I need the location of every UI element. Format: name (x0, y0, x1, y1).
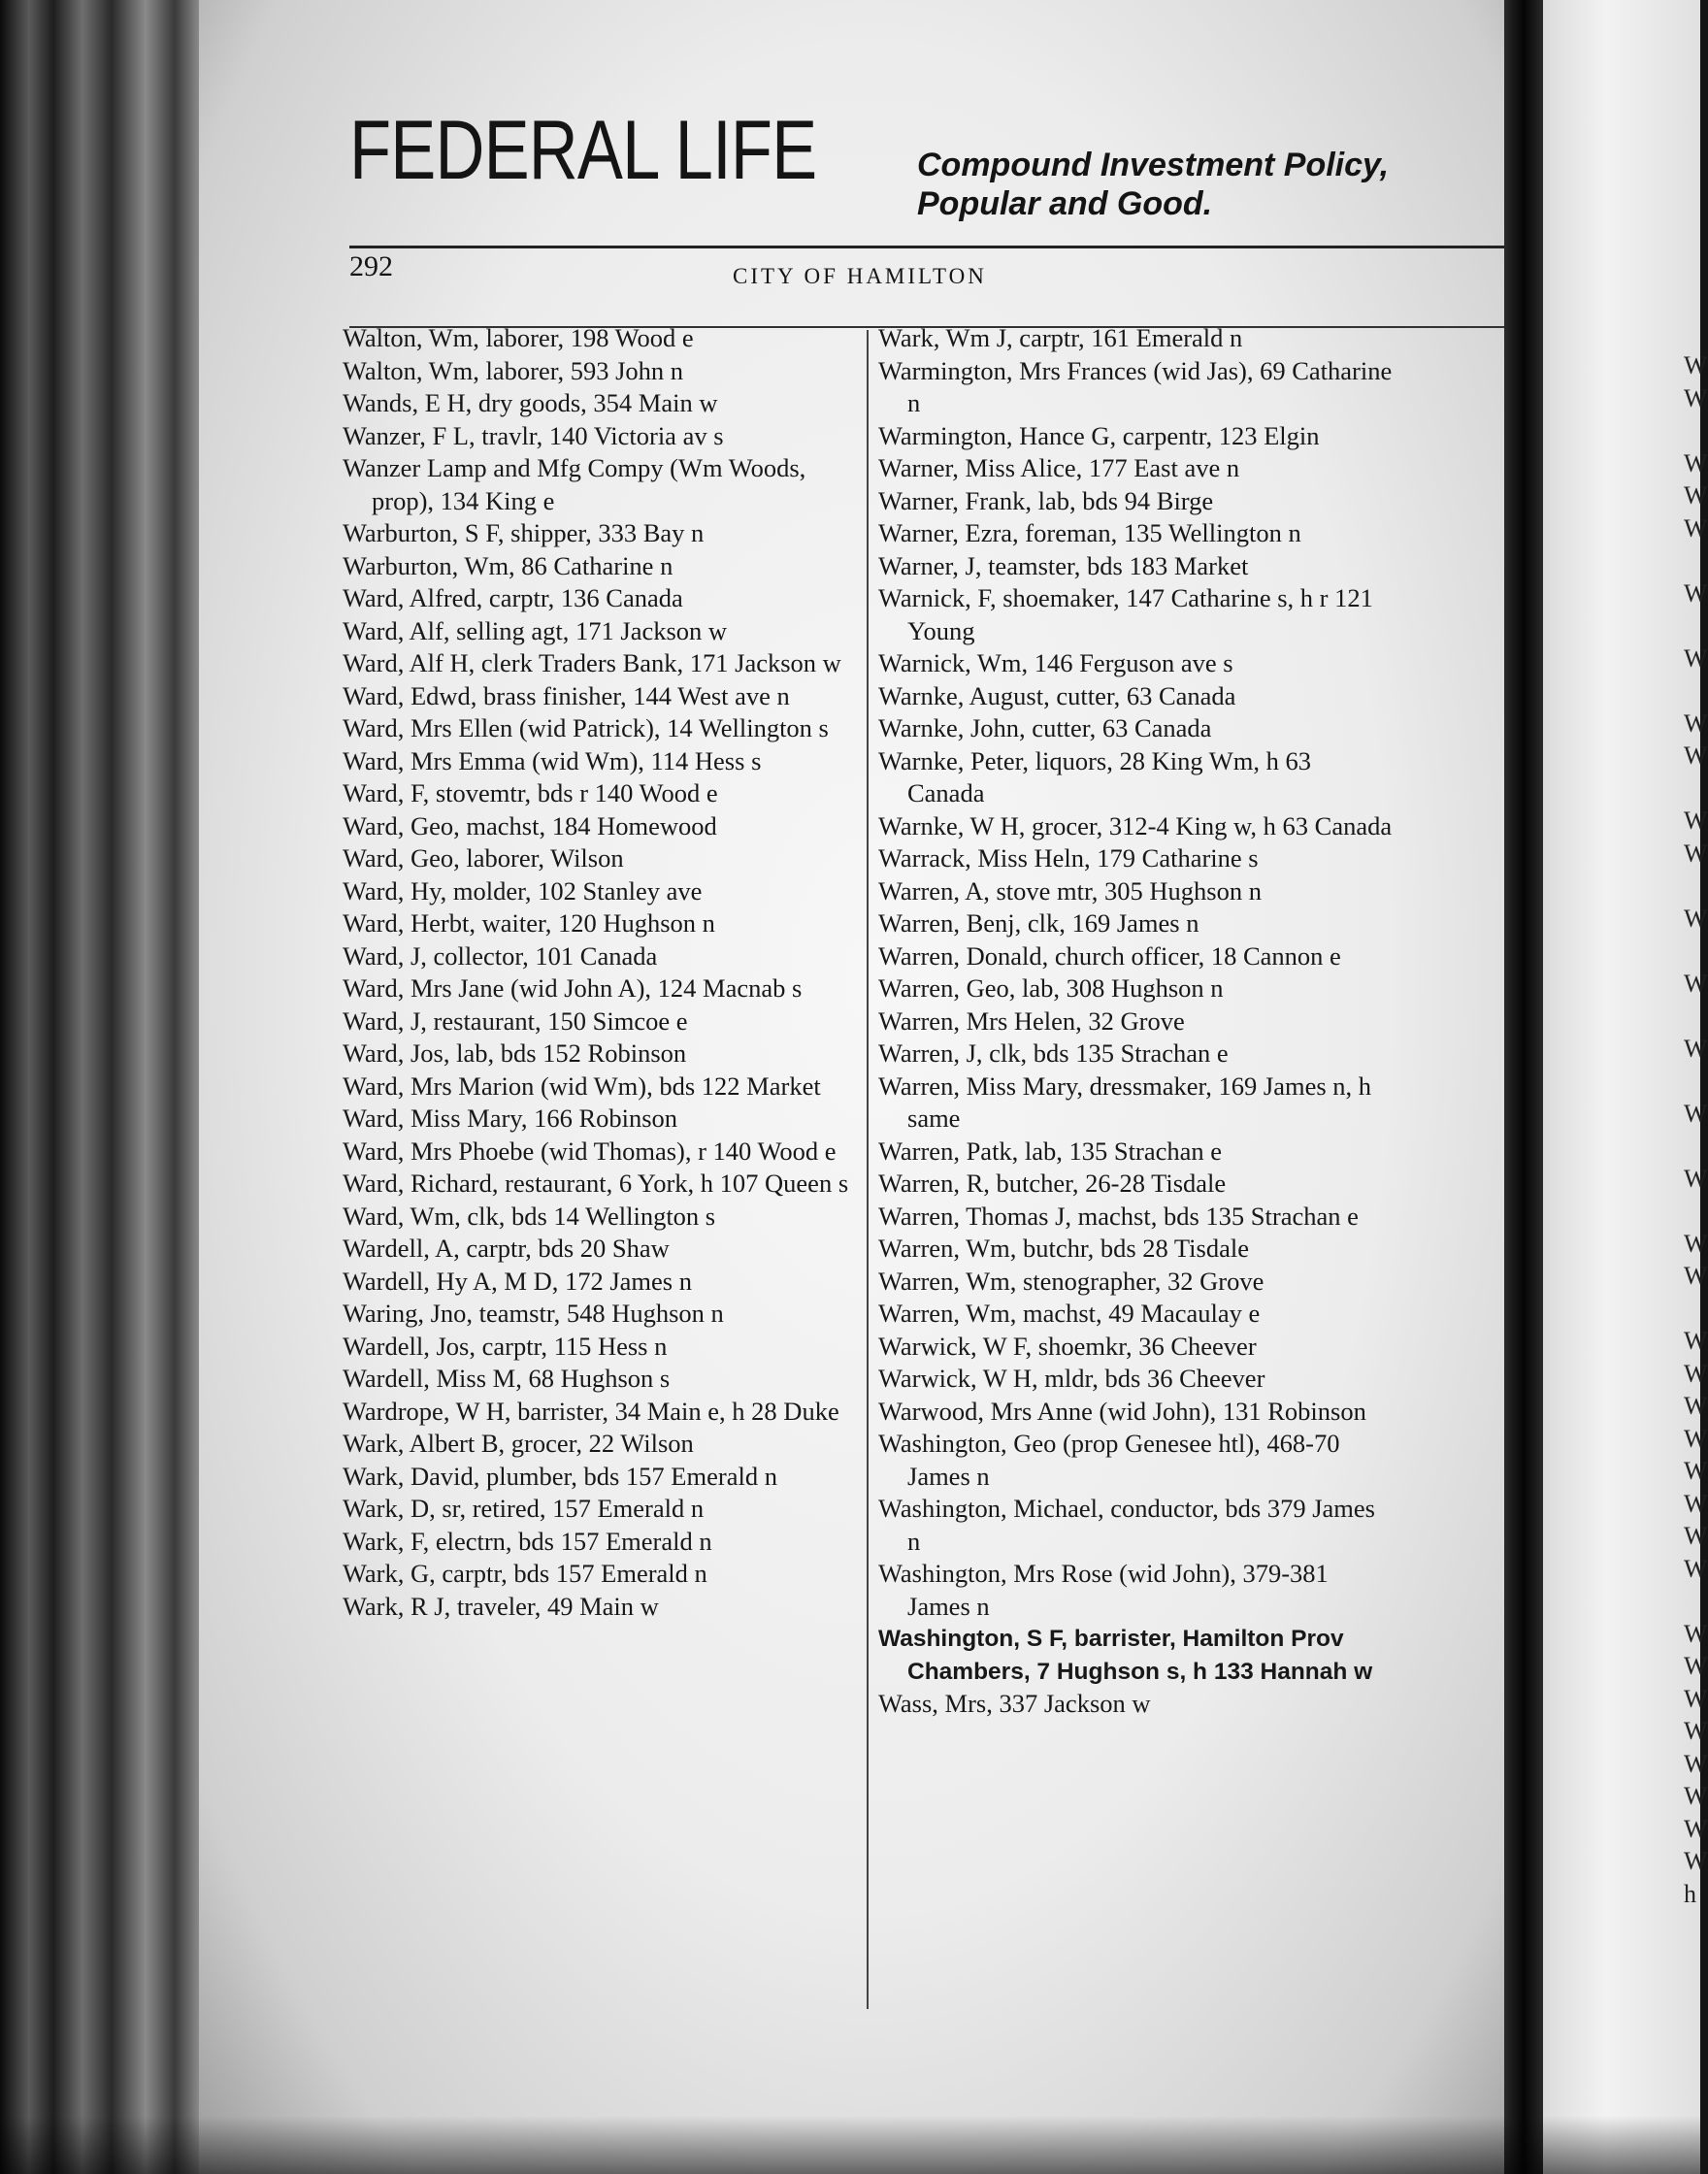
next-page-letter: W (1684, 1847, 1708, 1875)
next-page-letter: W (1684, 1392, 1708, 1420)
directory-entry: Ward, Richard, restaurant, 6 York, h 107 Queen s (343, 1169, 849, 1198)
next-page-letters (1684, 349, 1708, 1910)
directory-entry: Wark, F, electrn, bds 157 Emerald n (343, 1526, 712, 1556)
directory-entry: Washington, Michael, conductor, bds 379 James n (878, 1494, 1375, 1556)
next-page-letter: W (1684, 1782, 1708, 1810)
next-page-letter (1684, 1000, 1703, 1033)
next-page-letter: W (1684, 383, 1708, 412)
next-page-letter: W (1684, 448, 1708, 478)
directory-entry: Walton, Wm, laborer, 198 Wood e (343, 323, 694, 352)
directory-entry: Wark, D, sr, retired, 157 Emerald n (343, 1494, 705, 1523)
next-page-letter (1684, 870, 1703, 903)
next-page-letter: W (1684, 513, 1708, 543)
directory-entry: Warren, R, butcher, 26-28 Tisdale (878, 1169, 1227, 1198)
next-page-letter: W (1684, 643, 1708, 673)
next-page-letter (1684, 1585, 1703, 1618)
next-page-letter (1684, 1195, 1703, 1228)
directory-entry: Ward, Geo, machst, 184 Homewood (343, 810, 717, 840)
directory-entry: Ward, Mrs Phoebe (wid Thomas), r 140 Wood e (343, 1136, 837, 1166)
directory-entry: Ward, Alf H, clerk Traders Bank, 171 Jackson w (343, 648, 841, 677)
next-page-letter (1684, 1130, 1703, 1163)
directory-entry: Washington, Geo (prop Genesee htl), 468-70 James n (878, 1429, 1340, 1491)
directory-entry: Warren, Benj, clk, 169 James n (878, 908, 1199, 938)
next-page-letter: W (1684, 1099, 1708, 1128)
directory-entry: Ward, Alfred, carptr, 136 Canada (343, 583, 683, 612)
next-page-letter: W (1684, 1684, 1708, 1713)
next-page-letter: W (1684, 1717, 1708, 1745)
directory-entry: Warren, Mrs Helen, 32 Grove (878, 1005, 1185, 1036)
directory-entry: Warrack, Miss Heln, 179 Catharine s (878, 843, 1259, 873)
directory-entry: Warwick, W H, mldr, bds 36 Cheever (878, 1364, 1265, 1393)
directory-entry: Wanzer Lamp and Mfg Compy (Wm Woods, prop), 134 King e (343, 453, 806, 515)
bottom-shadow (0, 2116, 1700, 2174)
directory-entry: Warnke, John, cutter, 63 Canada (878, 713, 1212, 742)
next-page-letter (1684, 675, 1703, 708)
directory-entry: Warren, Thomas J, machst, bds 135 Strachan e (878, 1201, 1359, 1231)
directory-entry: Ward, Jos, lab, bds 152 Robinson (343, 1038, 687, 1068)
directory-entry: Warren, Wm, stenographer, 32 Grove (878, 1266, 1265, 1296)
directory-entry: Wark, G, carptr, bds 157 Emerald n (343, 1559, 707, 1588)
directory-entry: Wanzer, F L, travlr, 140 Victoria av s (343, 420, 724, 450)
next-page-letter: W (1684, 1034, 1708, 1063)
directory-entry: Warwood, Mrs Anne (wid John), 131 Robinson (878, 1396, 1366, 1426)
directory-entry: Wardell, Miss M, 68 Hughson s (343, 1364, 671, 1393)
directory-entry: Wark, David, plumber, bds 157 Emerald n (343, 1461, 777, 1491)
next-page-letter (1684, 414, 1703, 447)
next-page-letter: W (1684, 904, 1708, 933)
directory-entry: Ward, Mrs Ellen (wid Patrick), 14 Wellington s (343, 713, 829, 742)
book-gutter (1504, 0, 1543, 2174)
directory-entry: Warwick, W F, shoemkr, 36 Cheever (878, 1331, 1257, 1361)
next-page-letter: W (1684, 481, 1708, 510)
next-page-letter: W (1684, 1522, 1708, 1550)
directory-entry: Wardell, Hy A, M D, 172 James n (343, 1266, 692, 1296)
next-page-letter (1684, 773, 1703, 806)
header-brand: FEDERAL LIFE (349, 104, 817, 197)
directory-entry: Warner, J, teamster, bds 183 Market (878, 550, 1249, 580)
directory-entry: Wardrope, W H, barrister, 34 Main e, h 28 Duke (343, 1396, 839, 1426)
next-page-letter: W (1684, 969, 1708, 998)
next-page-letter (1684, 1065, 1703, 1098)
directory-entry: Wass, Mrs, 337 Jackson w (878, 1689, 1151, 1718)
directory-entry: Warner, Miss Alice, 177 East ave n (878, 453, 1240, 482)
directory-entry: Ward, J, collector, 101 Canada (343, 940, 658, 971)
directory-entry: Warren, Donald, church officer, 18 Cannon e (878, 940, 1341, 971)
header-rule (349, 246, 1592, 248)
directory-entry: Ward, Miss Mary, 166 Robinson (343, 1103, 678, 1133)
directory-entry: Wark, R J, traveler, 49 Main w (343, 1591, 659, 1621)
directory-entry: Ward, Mrs Marion (wid Wm), bds 122 Market (343, 1071, 821, 1101)
book-page (199, 0, 1538, 2174)
directory-entry: Ward, J, restaurant, 150 Simcoe e (343, 1005, 688, 1036)
directory-entry: Ward, Herbt, waiter, 120 Hughson n (343, 908, 715, 938)
next-page-letter: W (1684, 741, 1708, 770)
next-page-letter: W (1684, 1619, 1708, 1648)
directory-entry: Warnick, F, shoemaker, 147 Catharine s, h r 121 Young (878, 583, 1373, 645)
directory-column-right (878, 322, 1393, 1721)
next-page-letter: W (1684, 1164, 1708, 1193)
next-page-letter (1684, 544, 1703, 577)
next-page-edge (1543, 0, 1700, 2174)
next-page-letter: W (1684, 1489, 1708, 1518)
directory-entry: Warner, Frank, lab, bds 94 Birge (878, 485, 1214, 515)
next-page-letter (1684, 609, 1703, 642)
next-page-letter: W (1684, 351, 1708, 379)
directory-entry: Warren, Patk, lab, 135 Strachan e (878, 1136, 1223, 1166)
directory-entry: Ward, Wm, clk, bds 14 Wellington s (343, 1201, 716, 1231)
directory-entry: Waring, Jno, teamstr, 548 Hughson n (343, 1299, 724, 1328)
directory-entry: Warnke, Peter, liquors, 28 King Wm, h 63 Canada (878, 745, 1312, 807)
directory-entry: Warmington, Mrs Frances (wid Jas), 69 Catharine n (878, 355, 1393, 417)
next-page-letter: W (1684, 1424, 1708, 1453)
directory-column-left (343, 322, 857, 1623)
directory-entry: Ward, Edwd, brass finisher, 144 West ave n (343, 680, 790, 710)
directory-entry: Wardell, Jos, carptr, 115 Hess n (343, 1331, 668, 1361)
next-page-letter: W (1684, 1229, 1708, 1258)
directory-entry: Warnke, W H, grocer, 312-4 King w, h 63 Canada (878, 810, 1393, 840)
next-page-letter: W (1684, 1457, 1708, 1485)
directory-entry: Wardell, A, carptr, bds 20 Shaw (343, 1234, 670, 1263)
next-page-letter: W (1684, 1359, 1708, 1388)
directory-entry: Ward, Geo, laborer, Wilson (343, 843, 624, 873)
next-page-letter: W (1684, 839, 1708, 868)
directory-entry: Washington, S F, barrister, Hamilton Prov Chambers, 7 Hughson s, h 133 Hannah w (878, 1626, 1373, 1685)
directory-entry: Warnick, Wm, 146 Ferguson ave s (878, 648, 1233, 677)
directory-entry: Warnke, August, cutter, 63 Canada (878, 680, 1236, 710)
directory-entry: Warren, Wm, butchr, bds 28 Tisdale (878, 1234, 1249, 1263)
next-page-letter: h (1684, 1879, 1696, 1908)
directory-entry: Ward, Mrs Jane (wid John A), 124 Macnab s (343, 973, 803, 1003)
directory-entry: Warner, Ezra, foreman, 135 Wellington n (878, 518, 1301, 547)
directory-entry: Ward, F, stovemtr, bds r 140 Wood e (343, 778, 718, 807)
next-page-letter: W (1684, 578, 1708, 608)
directory-entry: Wands, E H, dry goods, 354 Main w (343, 388, 718, 417)
directory-entry: Ward, Hy, molder, 102 Stanley ave (343, 875, 703, 906)
tagline-line-2: Popular and Good. (917, 185, 1213, 222)
directory-entry: Wark, Wm J, carptr, 161 Emerald n (878, 323, 1243, 352)
directory-entry: Warren, A, stove mtr, 305 Hughson n (878, 875, 1262, 906)
column-divider (867, 330, 869, 2009)
directory-entry: Washington, Mrs Rose (wid John), 379-381 James n (878, 1559, 1329, 1621)
directory-entry: Warburton, Wm, 86 Catharine n (343, 550, 673, 580)
next-page-letter (1684, 1293, 1703, 1326)
page-number: 292 (349, 250, 393, 282)
next-page-letter: W (1684, 1327, 1708, 1355)
directory-entry: Warren, J, clk, bds 135 Strachan e (878, 1038, 1229, 1068)
next-page-letter: W (1684, 1554, 1708, 1583)
running-head: CITY OF HAMILTON (733, 264, 987, 288)
directory-entry: Warren, Miss Mary, dressmaker, 169 James n, h same (878, 1071, 1372, 1133)
next-page-letter: W (1684, 708, 1708, 738)
directory-entry: Wark, Albert B, grocer, 22 Wilson (343, 1429, 694, 1458)
next-page-letter: W (1684, 1814, 1708, 1843)
next-page-letter (1684, 935, 1703, 968)
directory-entry: Warburton, S F, shipper, 333 Bay n (343, 518, 705, 547)
directory-entry: Ward, Mrs Emma (wid Wm), 114 Hess s (343, 745, 762, 775)
header-tagline (917, 146, 1389, 223)
directory-entry: Walton, Wm, laborer, 593 John n (343, 355, 684, 385)
directory-entry: Warmington, Hance G, carpentr, 123 Elgin (878, 420, 1320, 450)
directory-entry: Warren, Geo, lab, 308 Hughson n (878, 973, 1224, 1003)
directory-entry: Warren, Wm, machst, 49 Macaulay e (878, 1299, 1261, 1328)
next-page-letter: W (1684, 1652, 1708, 1680)
page-stack-edge (0, 0, 214, 2174)
tagline-line-1: Compound Investment Policy, (917, 147, 1390, 183)
next-page-letter: W (1684, 1262, 1708, 1290)
directory-entry: Ward, Alf, selling agt, 171 Jackson w (343, 615, 728, 645)
next-page-letter: W (1684, 807, 1708, 835)
next-page-letter: W (1684, 1749, 1708, 1778)
